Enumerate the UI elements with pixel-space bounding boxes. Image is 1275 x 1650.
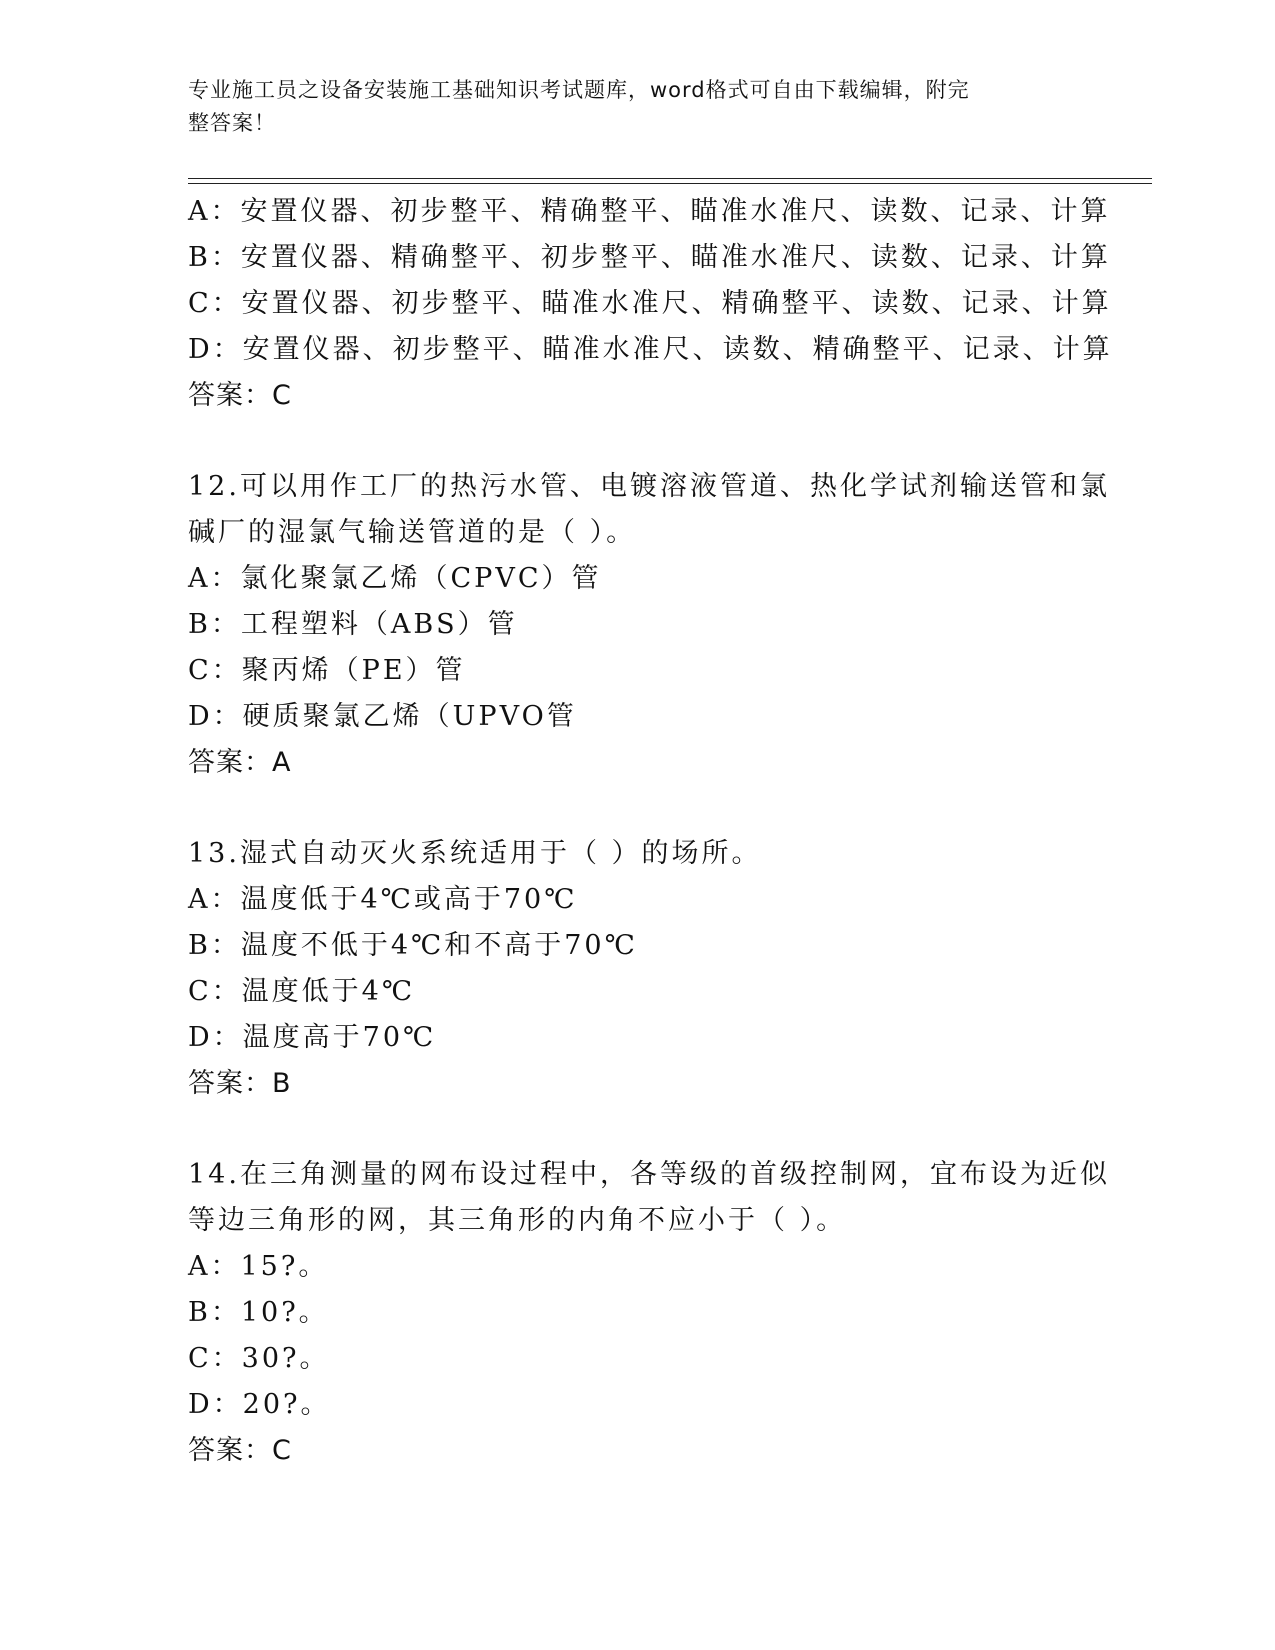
question-stem-line-2: 碱厂的湿氯气输送管道的是（ ）。	[188, 517, 637, 548]
option-b: B：温度不低于4℃和不高于70℃	[188, 930, 638, 961]
option-d: D：安置仪器、初步整平、瞄准水准尺、读数、精确整平、记录、计算	[188, 334, 1113, 365]
answer-value: C	[272, 1435, 292, 1466]
answer-value: B	[272, 1068, 292, 1099]
option-d: D：温度高于70℃	[188, 1022, 437, 1053]
option-a: A：安置仪器、初步整平、精确整平、瞄准水准尺、读数、记录、计算	[188, 196, 1111, 227]
answer-label: 答案：	[188, 747, 272, 778]
option-c: C：安置仪器、初步整平、瞄准水准尺、精确整平、读数、记录、计算	[188, 288, 1112, 319]
header-line-2: 整答案！	[188, 111, 276, 135]
question-stem-line-2: 等边三角形的网，其三角形的内角不应小于（ ）。	[188, 1205, 847, 1236]
answer-label: 答案：	[188, 380, 272, 411]
answer-label: 答案：	[188, 1435, 272, 1466]
header-line-1: 专业施工员之设备安装施工基础知识考试题库，word格式可自由下载编辑，附完	[188, 78, 970, 102]
question-list	[188, 189, 1113, 1474]
document-header	[188, 74, 1068, 140]
question-stem-line-1: 14.在三角测量的网布设过程中，各等级的首级控制网，宜布设为近似	[188, 1159, 1110, 1190]
answer-label: 答案：	[188, 1068, 272, 1099]
option-d: D：20?。	[188, 1389, 331, 1420]
answer-value: C	[272, 380, 292, 411]
answer-line	[188, 740, 1088, 786]
option-c: C：聚丙烯（PE）管	[188, 655, 466, 686]
option-d: D：硬质聚氯乙烯（UPVO管	[188, 701, 577, 732]
option-c: C：30?。	[188, 1343, 330, 1374]
question-stem-line-1: 12.可以用作工厂的热污水管、电镀溶液管道、热化学试剂输送管和氯	[188, 471, 1110, 502]
option-b: B：10?。	[188, 1297, 329, 1328]
question-12	[188, 464, 1110, 786]
option-b: B：工程塑料（ABS）管	[188, 609, 518, 640]
answer-line	[188, 1061, 1088, 1107]
answer-value: A	[272, 747, 292, 778]
option-a: A：温度低于4℃或高于70℃	[188, 884, 578, 915]
option-b: B：安置仪器、精确整平、初步整平、瞄准水准尺、读数、记录、计算	[188, 242, 1111, 273]
answer-line	[188, 1428, 1088, 1474]
option-a: A：15?。	[188, 1251, 329, 1282]
answer-line	[188, 373, 1088, 419]
question-11-continued	[188, 189, 1113, 419]
header-divider-top	[188, 178, 1152, 179]
question-stem-line-1: 13.湿式自动灭火系统适用于（ ）的场所。	[188, 838, 762, 869]
header-divider-bottom	[188, 183, 1152, 184]
option-a: A：氯化聚氯乙烯（CPVC）管	[188, 563, 602, 594]
question-14	[188, 1152, 1110, 1474]
option-c: C：温度低于4℃	[188, 976, 416, 1007]
question-13	[188, 831, 1088, 1107]
